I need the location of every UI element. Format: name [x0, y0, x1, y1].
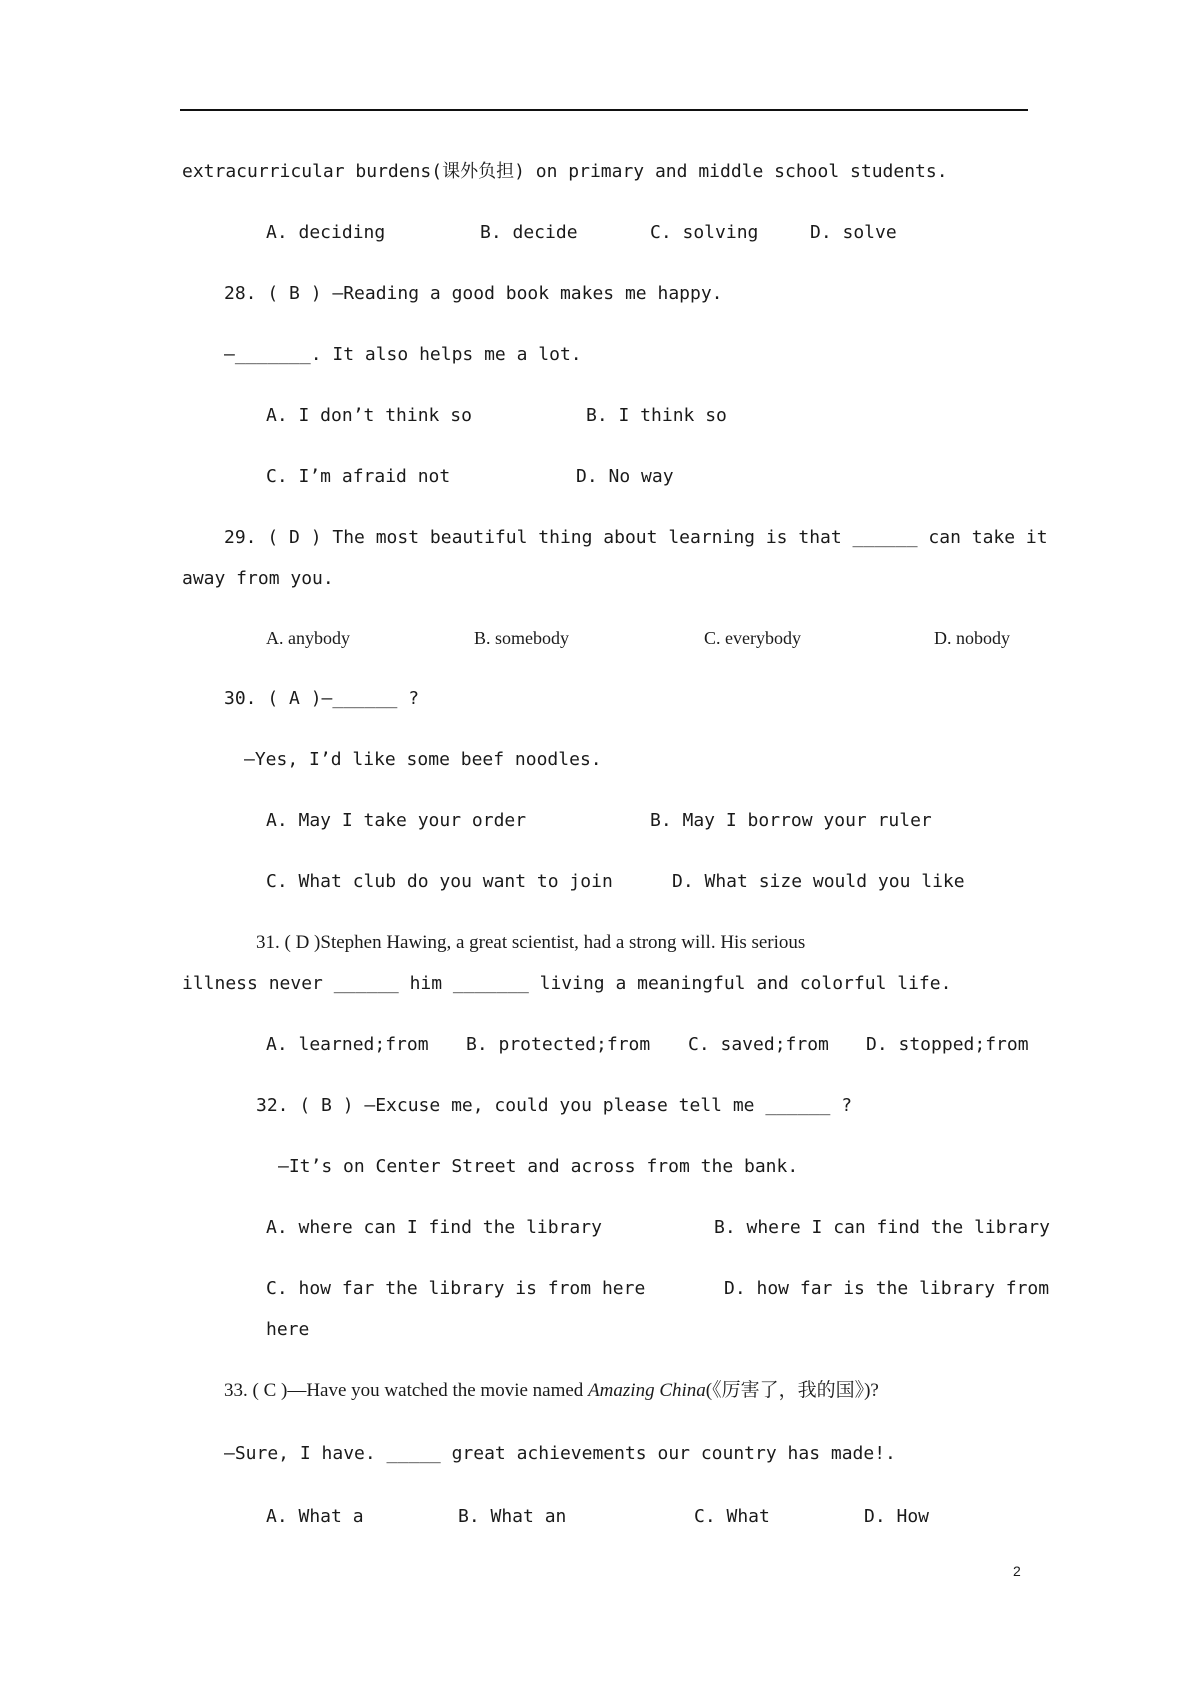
q31-stem-line1: 31. ( D )Stephen Hawing, a great scientist, had a strong will. His serious — [256, 932, 806, 953]
q28-reply: —_______. It also helps me a lot. — [224, 344, 582, 365]
q27-option-d: D. solve — [810, 222, 897, 243]
q33-movie-title: Amazing China — [588, 1380, 706, 1401]
q32-option-b: B. where I can find the library — [714, 1217, 1050, 1238]
q30-stem: 30. ( A )—______ ? — [224, 688, 420, 709]
q33-reply: —Sure, I have. _____ great achievements our country has made!. — [224, 1443, 896, 1464]
q27-option-c: C. solving — [650, 222, 759, 243]
q31-option-a: A. learned;from — [266, 1034, 429, 1055]
q31-stem-line2: illness never ______ him _______ living a meaningful and colorful life. — [182, 973, 952, 994]
q29-option-a: A. anybody — [266, 628, 350, 648]
q30-option-b: B. May I borrow your ruler — [650, 810, 932, 831]
q30-reply: —Yes, I’d like some beef noodles. — [244, 749, 602, 770]
q28-option-a: A. I don’t think so — [266, 405, 472, 426]
q28-stem: 28. ( B ) —Reading a good book makes me happy. — [224, 283, 723, 304]
q32-option-c: C. how far the library is from here — [266, 1278, 646, 1299]
q29-option-d: D. nobody — [934, 628, 1010, 648]
q32-option-d-wrap: here — [266, 1319, 310, 1340]
q27-stem-tail: extracurricular burdens(课外负担) on primary and middle school students. — [182, 161, 948, 182]
page-number: 2 — [1013, 1563, 1021, 1579]
q30-option-c: C. What club do you want to join — [266, 871, 613, 892]
q33-option-a: A. What a — [266, 1506, 364, 1527]
q29-option-b: B. somebody — [474, 628, 570, 648]
q28-option-b: B. I think so — [586, 405, 727, 426]
q32-option-d: D. how far is the library from — [724, 1278, 1050, 1299]
q31-option-d: D. stopped;from — [866, 1034, 1029, 1055]
q33-option-d: D. How — [864, 1506, 930, 1527]
q29-stem-line1: 29. ( D ) The most beautiful thing about learning is that ______ can take it — [224, 527, 1048, 548]
q32-reply: —It’s on Center Street and across from the bank. — [278, 1156, 799, 1177]
q32-stem: 32. ( B ) —Excuse me, could you please tell me ______ ? — [256, 1095, 853, 1116]
q28-option-d: D. No way — [576, 466, 674, 487]
q27-option-b: B. decide — [480, 222, 578, 243]
q28-option-c: C. I’m afraid not — [266, 466, 451, 487]
q32-option-a: A. where can I find the library — [266, 1217, 602, 1238]
q31-option-b: B. protected;from — [466, 1034, 651, 1055]
q33-option-c: C. What — [694, 1506, 770, 1527]
q29-option-c: C. everybody — [704, 628, 801, 648]
q27-option-a: A. deciding — [266, 222, 386, 243]
q33-stem-prefix: 33. ( C )—Have you watched the movie named — [224, 1380, 589, 1401]
q30-option-a: A. May I take your order — [266, 810, 527, 831]
header-rule — [180, 109, 1028, 111]
q33-stem-suffix: (《厉害了，我的国》)? — [705, 1380, 879, 1401]
q29-stem-line2: away from you. — [182, 568, 334, 589]
q30-option-d: D. What size would you like — [672, 871, 965, 892]
q31-option-c: C. saved;from — [688, 1034, 829, 1055]
q33-stem — [224, 1380, 879, 1402]
q33-option-b: B. What an — [458, 1506, 567, 1527]
